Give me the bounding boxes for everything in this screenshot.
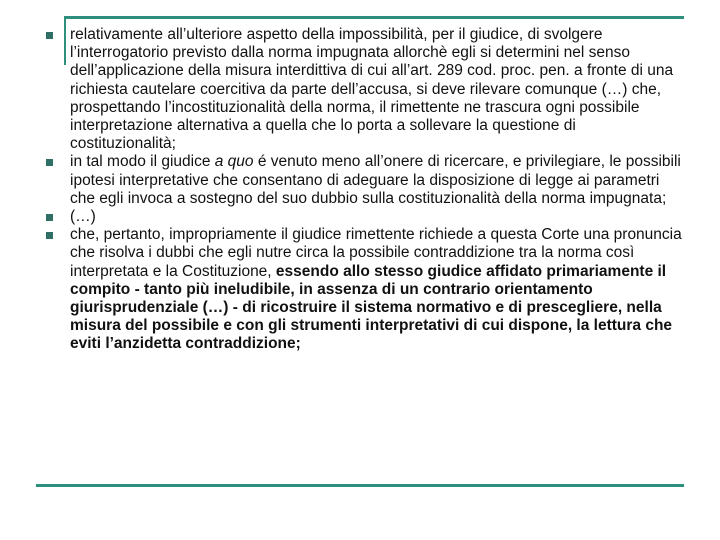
- bottom-divider: [36, 484, 684, 487]
- item-text: (…): [70, 208, 96, 226]
- square-bullet-icon: [46, 159, 53, 166]
- list-item: [44, 153, 684, 208]
- bullet-list: [44, 26, 684, 354]
- item-text: in tal modo il giudice: [70, 153, 215, 171]
- item-text: che, pertanto, impropriamente il giudice rimettente richiede a questa Corte una pronuncia che risolva i dubbi che egli nutre circa la possibile contraddizione tra la norma così interpretata e la Costituzione,: [70, 226, 682, 280]
- square-bullet-icon: [46, 232, 53, 239]
- square-bullet-icon: [46, 32, 53, 39]
- item-text: relativamente all’ulteriore aspetto della impossibilità, per il giudice, di svolgere l’interrogatorio previsto dalla norma impugnata allorchè egli si determini nel senso dell’applicazione della misura interdittiva di cui all’art. 289 cod. proc. pen. a fronte di una richiesta cautelare coercitiva da parte dell’accusa, si deve rilevare comunque (…) che, prospettando l’incostituzionalità della norma, il rimettente ne trascura ogni possibile interpretazione alternativa a quella che lo porta a sollevare la questione di costituzionalità;: [70, 26, 674, 153]
- item-text-italic: a quo: [214, 153, 254, 171]
- list-item: [44, 226, 684, 353]
- list-item: [44, 26, 684, 153]
- square-bullet-icon: [46, 214, 53, 221]
- item-text: é venuto meno all’onere di ricercare, e privilegiare, le possibili ipotesi interpretative che consentano di adeguare la disposizione di legge ai parametri che egli invoca a sostegno del suo dubbio sulla costituzionalità della norma impugnata;: [70, 153, 681, 207]
- list-item: [44, 208, 684, 226]
- top-divider: [64, 16, 684, 19]
- item-text-bold: essendo allo stesso giudice affidato primariamente il compito - tanto più ineludibile, in assenza di un contrario orientamento giurisprudenziale (…) - di ricostruire il sistema normativo e di prescegliere, nella misura del possibile e con gli strumenti interpretativi di cui dispone, la lettura che eviti l’anzidetta contraddizione;: [70, 262, 673, 353]
